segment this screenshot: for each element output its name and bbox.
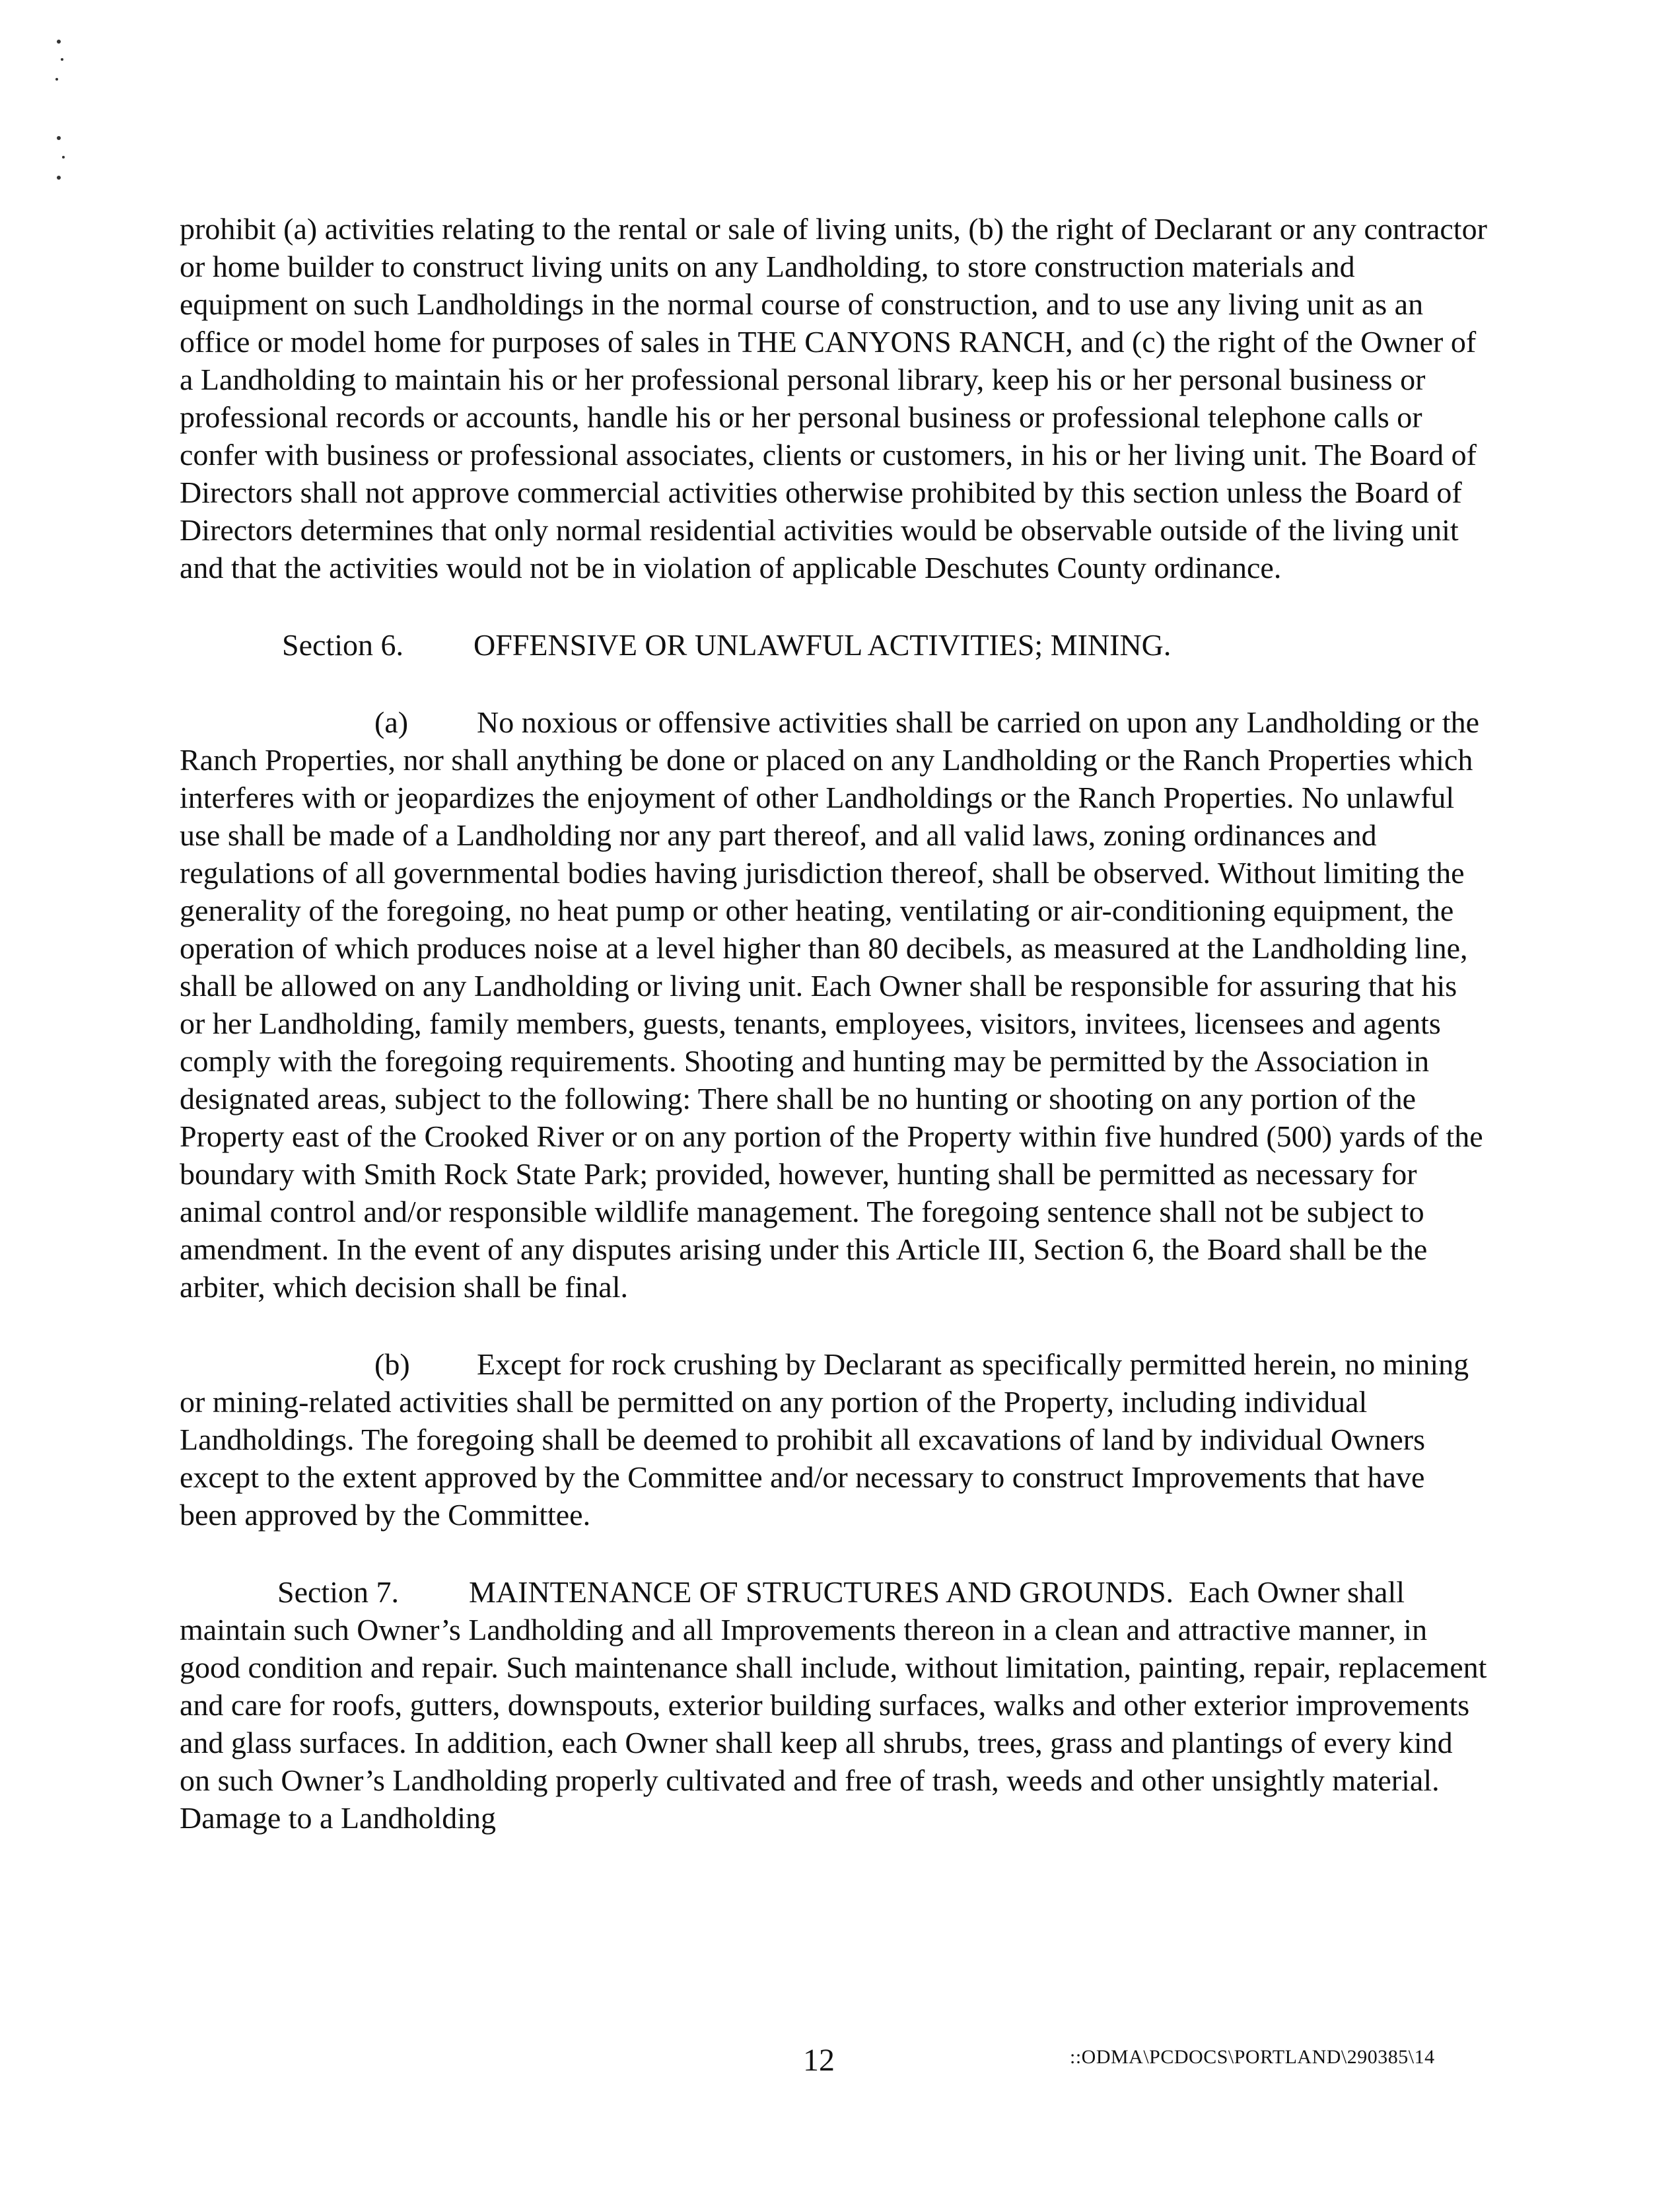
section-6-subsection-b bbox=[180, 1345, 1487, 1534]
section-6-subsection-a bbox=[180, 703, 1487, 1306]
section-7-label: Section 7. bbox=[277, 1575, 399, 1609]
section-6-title: OFFENSIVE OR UNLAWFUL ACTIVITIES; MINING. bbox=[473, 628, 1172, 662]
section-6-heading bbox=[180, 626, 1487, 664]
section-6-label: Section 6. bbox=[282, 628, 403, 662]
intro-paragraph: prohibit (a) activities relating to the rental or sale of living units, (b) the right of Declarant or any contractor or home builder to construct living units on any Landholding, to store construction materials and equipment on such Landholdings in the normal course of construction, and to use any living unit as an office or model home for purposes of sales in THE CANYONS RANCH, and (c) the right of the Owner of a Landholding to maintain his or her professional personal library, keep his or her personal business or professional records or accounts, handle his or her personal business or professional telephone calls or confer with business or professional associates, clients or customers, in his or her living unit. The Board of Directors shall not approve commercial activities otherwise prohibited by this section unless the Board of Directors determines that only normal residential activities would be observable outside of the living unit and that the activities would not be in violation of applicable Deschutes County ordinance. bbox=[180, 212, 1487, 584]
scan-mark bbox=[61, 58, 63, 61]
page-number: 12 bbox=[803, 2043, 835, 2078]
subsection-b-text: Except for rock crushing by Declarant as specifically permitted herein, no mining or mining-related activities shall be permitted on any portion of the Property, including individual Landholdings. The foregoing shall be deemed to prohibit all excavations of land by individual Owners except to the extent approved by the Committee and/or necessary to construct Improvements that have been approved by the Committee. bbox=[180, 1347, 1469, 1532]
section-7-title: MAINTENANCE OF STRUCTURES AND GROUNDS. bbox=[469, 1575, 1174, 1609]
section-7-paragraph bbox=[180, 1573, 1487, 1837]
document-path: ::ODMA\PCDOCS\PORTLAND\290385\14 bbox=[1070, 2046, 1435, 2068]
subsection-b-label: (b) bbox=[374, 1347, 410, 1381]
scan-mark bbox=[55, 78, 58, 81]
subsection-a-label: (a) bbox=[374, 705, 409, 739]
document-body bbox=[180, 210, 1487, 1837]
section-7-text: Each Owner shall maintain such Owner’s Landholding and all Improvements thereon in a clean and attractive manner, in good condition and repair. Such maintenance shall include, without limitation, painting, repair, replacement and care for roofs, gutters, downspouts, exterior building surfaces, walks and other exterior improvements and glass surfaces. In addition, each Owner shall keep all shrubs, trees, grass and plantings of every kind on such Owner’s Landholding properly cultivated and free of trash, weeds and other unsightly material. Damage to a Landholding bbox=[180, 1575, 1487, 1835]
scan-mark bbox=[57, 136, 61, 140]
scan-mark bbox=[57, 40, 61, 44]
scan-mark bbox=[62, 156, 65, 159]
scan-mark bbox=[57, 176, 61, 180]
subsection-a-text: No noxious or offensive activities shall be carried on upon any Landholding or the Ranch Properties, nor shall anything be done or placed on any Landholding or the Ranch Properties which interferes with or jeopardizes the enjoyment of other Landholdings or the Ranch Properties. No unlawful use shall be made of a Landholding nor any part thereof, and all valid laws, zoning ordinances and regulations of all governmental bodies having jurisdiction thereof, shall be observed. Without limiting the generality of the foregoing, no heat pump or other heating, ventilating or air-conditioning equipment, the operation of which produces noise at a level higher than 80 decibels, as measured at the Landholding line, shall be allowed on any Landholding or living unit. Each Owner shall be responsible for assuring that his or her Landholding, family members, guests, tenants, employees, visitors, invitees, licensees and agents comply with the foregoing requirements. Shooting and hunting may be permitted by the Association in designated areas, subject to the following: There shall be no hunting or shooting on any portion of the Property east of the Crooked River or on any portion of the Property within five hundred (500) yards of the boundary with Smith Rock State Park; provided, however, hunting shall be permitted as necessary for animal control and/or responsible wildlife management. The foregoing sentence shall not be subject to amendment. In the event of any disputes arising under this Article III, Section 6, the Board shall be the arbiter, which decision shall be final. bbox=[180, 705, 1483, 1304]
